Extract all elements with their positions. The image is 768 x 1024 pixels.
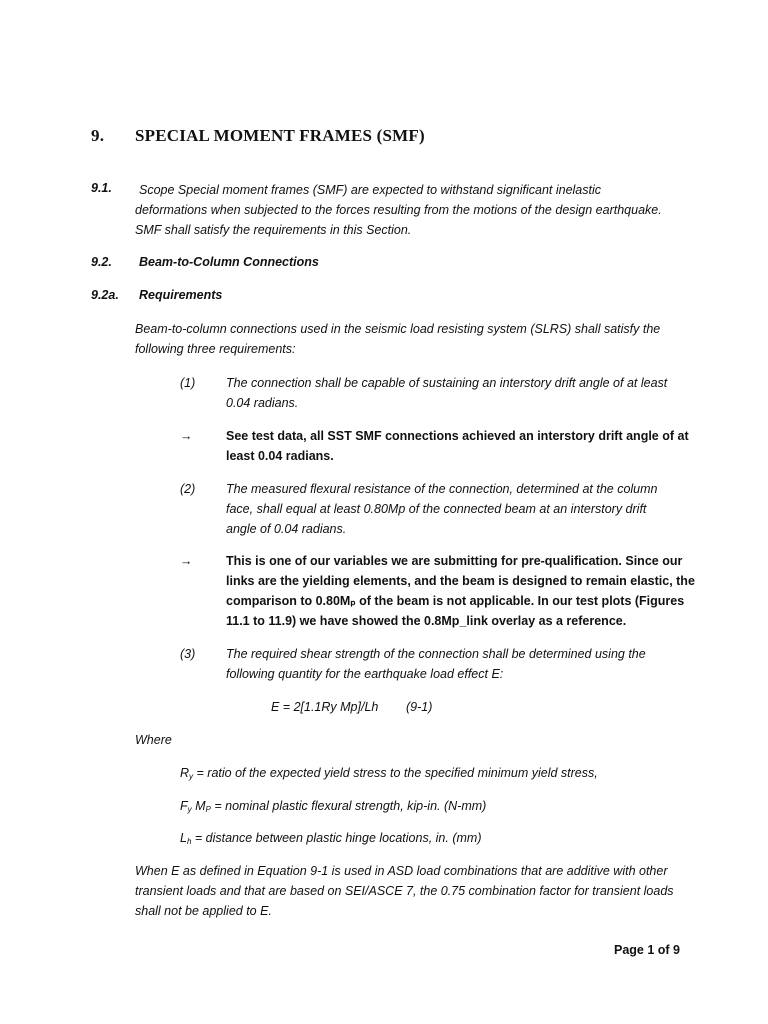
text-line: transient loads and that are based on SEI/ASCE 7, the 0.75 combination factor for transient loads <box>135 884 674 898</box>
text-line: 0.04 radians. <box>226 396 299 410</box>
definition-ry <box>180 763 598 787</box>
closing-paragraph <box>135 861 674 921</box>
text-line: face, shall equal at least 0.80Mp of the connected beam at an interstory drift <box>226 502 647 516</box>
text-line: following quantity for the earthquake load effect E: <box>226 667 504 681</box>
item-response-text <box>226 426 689 466</box>
text-line: The connection shall be capable of sustaining an interstory drift angle of at least <box>226 376 668 390</box>
arrow-icon: → <box>180 554 193 568</box>
item-text <box>226 644 646 684</box>
section-number: 9. <box>91 126 105 145</box>
text-line: SMF shall satisfy the requirements in this Section. <box>135 223 412 237</box>
text-line: Scope Special moment frames (SMF) are expected to withstand significant inelastic <box>139 183 602 197</box>
item-response-text <box>226 551 695 631</box>
item-marker: (1) <box>180 376 196 390</box>
intro-paragraph <box>135 319 660 359</box>
symbol: L <box>180 831 187 845</box>
definition-lh <box>180 828 481 852</box>
text-line: links are the yielding elements, and the beam is designed to remain elastic, the <box>226 574 695 588</box>
definition-text: = ratio of the expected yield stress to the specified minimum yield stress, <box>193 766 598 780</box>
text-line: The required shear strength of the connection shall be determined using the <box>226 647 646 661</box>
text-line: deformations when subjected to the forces resulting from the motions of the design earthquake. <box>135 203 662 217</box>
equation-ref: (9-1) <box>406 700 433 714</box>
symbol: F <box>180 799 188 813</box>
item-text <box>226 373 667 413</box>
page-title: SPECIAL MOMENT FRAMES (SMF) <box>135 126 425 145</box>
item-text <box>226 479 658 539</box>
text-line: shall not be applied to E. <box>135 904 272 918</box>
section-9-2-title: Beam-to-Column Connections <box>139 255 319 269</box>
text-line: comparison to 0.80Mₚ of the beam is not applicable. In our test plots (Figures <box>226 594 685 608</box>
text-line: Beam-to-column connections used in the seismic load resisting system (SLRS) shall satisfy the <box>135 322 661 336</box>
section-9-2a-title: Requirements <box>139 288 223 302</box>
section-9-2a-number: 9.2a. <box>91 288 119 302</box>
equation: E = 2[1.1Ry Mp]/Lh <box>271 700 379 714</box>
section-9-1-number: 9.1. <box>91 181 112 195</box>
subscript: y <box>187 805 192 814</box>
page-number: Page 1 of 9 <box>614 943 680 957</box>
subscript: h <box>186 837 192 846</box>
symbol: M <box>191 799 206 813</box>
text-line: least 0.04 radians. <box>226 449 334 463</box>
text-line: 11.1 to 11.9) we have showed the 0.8Mp_link overlay as a reference. <box>226 614 627 628</box>
text-line: following three requirements: <box>135 342 296 356</box>
arrow-icon: → <box>180 429 193 443</box>
item-marker: (2) <box>180 482 196 496</box>
text-line: This is one of our variables we are submitting for pre-qualification. Since our <box>226 554 683 568</box>
text-line: angle of 0.04 radians. <box>226 522 347 536</box>
item-marker: (3) <box>180 647 196 661</box>
text-line: See test data, all SST SMF connections achieved an interstory drift angle of at <box>226 429 689 443</box>
text-line: When E as defined in Equation 9-1 is used in ASD load combinations that are additive with other <box>135 864 668 878</box>
section-9-1-text <box>135 180 662 240</box>
where-label: Where <box>135 733 172 747</box>
subscript: y <box>189 772 194 781</box>
definition-text: = nominal plastic flexural strength, kip-in. (N-mm) <box>210 799 487 813</box>
subscript: P <box>205 805 211 814</box>
section-9-2-number: 9.2. <box>91 255 112 269</box>
text-line: The measured flexural resistance of the connection, determined at the column <box>226 482 658 496</box>
definition-text: = distance between plastic hinge locations, in. (mm) <box>191 831 482 845</box>
symbol: R <box>180 766 190 780</box>
definition-fy-mp <box>180 796 486 820</box>
